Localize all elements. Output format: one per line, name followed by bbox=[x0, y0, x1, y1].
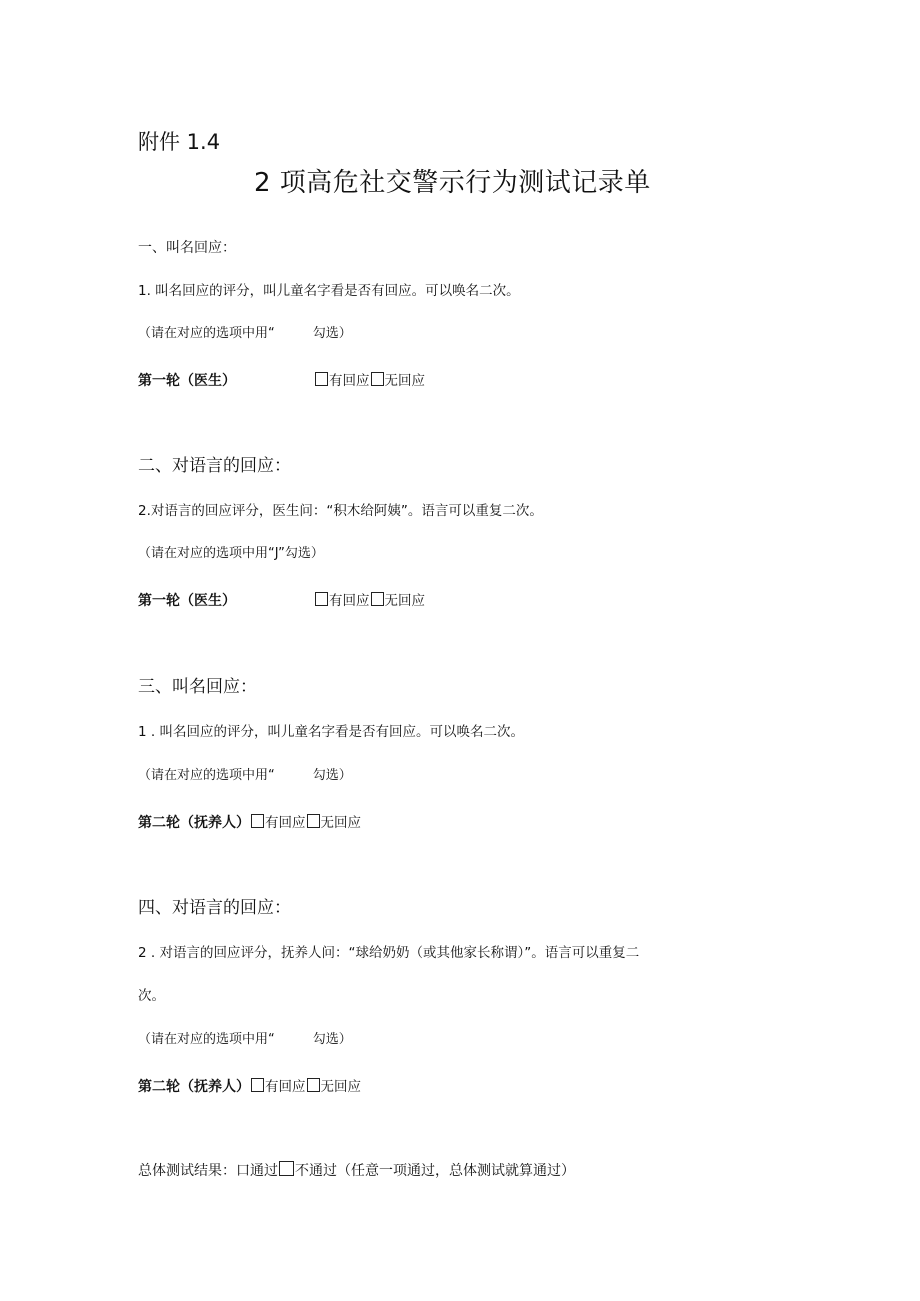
section-4-note: （请在对应的选项中用“ 勾选） bbox=[138, 1032, 352, 1047]
section-3-round-row bbox=[138, 814, 361, 831]
checkbox-no-response[interactable] bbox=[307, 1078, 320, 1092]
round-label: 第二轮（抚养人） bbox=[138, 1079, 250, 1095]
checkbox-has-response[interactable] bbox=[315, 372, 328, 386]
overall-rule: （任意一项通过，总体测试就算通过） bbox=[337, 1163, 575, 1179]
section-2-round-row bbox=[138, 592, 425, 609]
round-label: 第一轮（医生） bbox=[138, 373, 236, 389]
checkbox-no-response[interactable] bbox=[307, 814, 320, 828]
overall-result-row bbox=[138, 1161, 575, 1178]
pass-option: 通过 bbox=[250, 1163, 278, 1179]
section-1-heading: 一、叫名回应： bbox=[138, 240, 236, 256]
checkbox-has-response[interactable] bbox=[251, 1078, 264, 1092]
section-4-round-row bbox=[138, 1078, 361, 1095]
option-has-response: 有回应 bbox=[265, 815, 306, 831]
section-2-item: 2.对语言的回应评分，医生问：“积木给阿姨”。语言可以重复二次。 bbox=[138, 503, 543, 519]
section-3-item: 1 . 叫名回应的评分，叫儿童名字看是否有回应。可以唤名二次。 bbox=[138, 724, 524, 740]
document-title: 2 项高危社交警示行为测试记录单 bbox=[254, 168, 651, 198]
option-has-response: 有回应 bbox=[329, 373, 370, 389]
overall-label: 总体测试结果： bbox=[138, 1163, 236, 1179]
section-2-heading: 二、对语言的回应： bbox=[138, 456, 291, 476]
checkbox-has-response[interactable] bbox=[315, 592, 328, 606]
checkbox-has-response[interactable] bbox=[251, 814, 264, 828]
option-no-response: 无回应 bbox=[320, 1079, 361, 1095]
round-label: 第二轮（抚养人） bbox=[138, 815, 250, 831]
section-4-heading: 四、对语言的回应： bbox=[138, 898, 291, 918]
checkbox-no-response[interactable] bbox=[371, 372, 384, 386]
option-no-response: 无回应 bbox=[384, 373, 425, 389]
checkbox-no-response[interactable] bbox=[371, 592, 384, 606]
fail-option: 不通过 bbox=[295, 1163, 337, 1179]
annex-label: 附件 1.4 bbox=[138, 130, 221, 154]
pass-checkbox-glyph[interactable]: 口 bbox=[236, 1163, 250, 1179]
section-4-item-line1: 2 . 对语言的回应评分，抚养人问：“球给奶奶（或其他家长称谓）”。语言可以重复二 bbox=[138, 945, 640, 961]
option-has-response: 有回应 bbox=[265, 1079, 306, 1095]
section-1-note: （请在对应的选项中用“ 勾选） bbox=[138, 326, 352, 341]
option-has-response: 有回应 bbox=[329, 593, 370, 609]
section-3-heading: 三、叫名回应： bbox=[138, 677, 257, 697]
section-4-item-line2: 次。 bbox=[138, 988, 165, 1004]
checkbox-fail[interactable] bbox=[279, 1161, 294, 1176]
section-1-item: 1. 叫名回应的评分，叫儿童名字看是否有回应。可以唤名二次。 bbox=[138, 283, 520, 299]
round-label: 第一轮（医生） bbox=[138, 593, 236, 609]
section-1-round-row bbox=[138, 372, 425, 389]
option-no-response: 无回应 bbox=[384, 593, 425, 609]
section-3-note: （请在对应的选项中用“ 勾选） bbox=[138, 768, 352, 783]
option-no-response: 无回应 bbox=[320, 815, 361, 831]
section-2-note: （请在对应的选项中用“J”勾选） bbox=[138, 546, 324, 561]
